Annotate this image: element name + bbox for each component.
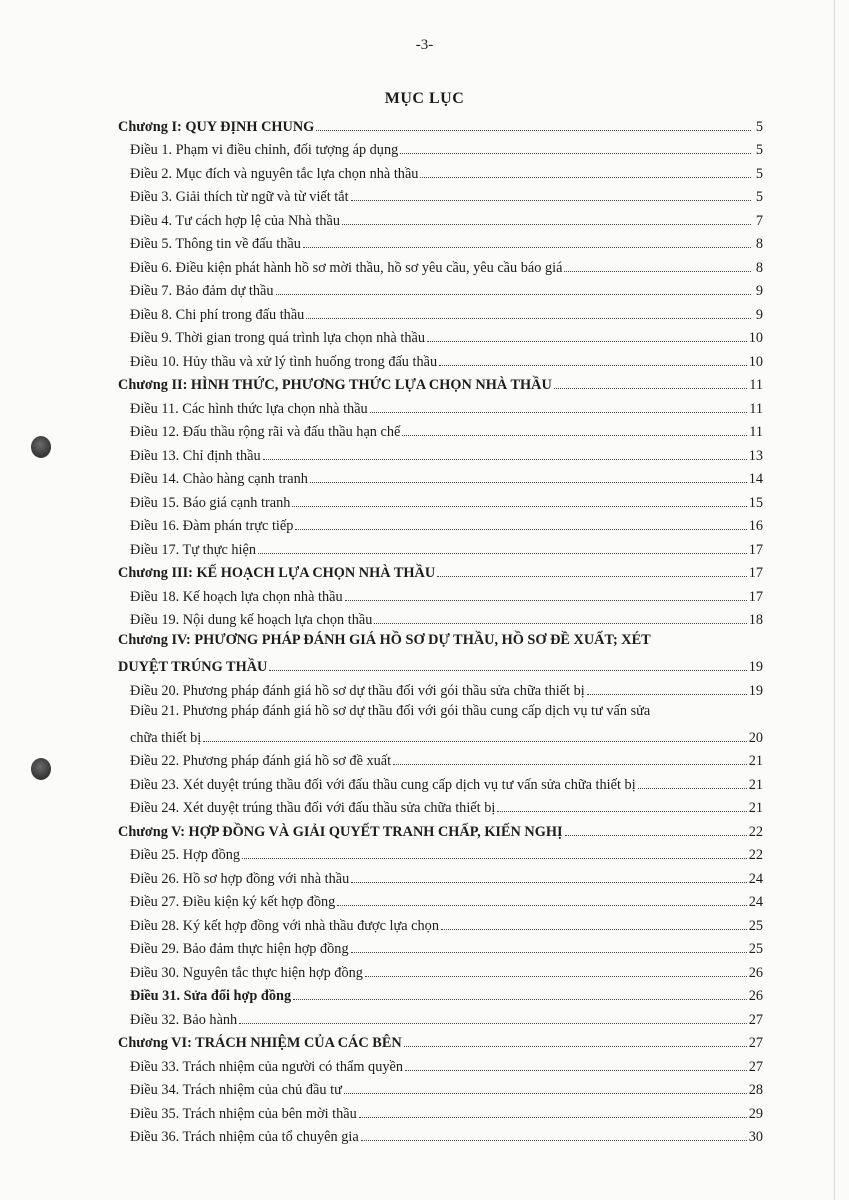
toc-entry-page: 21: [748, 800, 763, 816]
toc-article-entry[interactable]: [108, 747, 763, 771]
toc-dot-leader: [344, 1093, 747, 1094]
toc-entry-page: 15: [748, 494, 763, 511]
toc-article-entry[interactable]: [108, 911, 763, 935]
toc-entry-label: Chương II: HÌNH THỨC, PHƯƠNG THỨC LỰA CHỌN NHÀ THẦU: [118, 377, 552, 393]
toc-title: MỤC LỤC: [384, 90, 465, 107]
toc-entry-page: 8: [755, 259, 763, 276]
toc-dot-leader: [441, 929, 747, 930]
toc-article-entry[interactable]: [108, 888, 763, 912]
toc-article-entry[interactable]: [108, 277, 763, 301]
toc-entry-page: 7: [755, 212, 763, 229]
toc-article-entry[interactable]: [108, 394, 763, 418]
toc-dot-leader: [292, 506, 746, 507]
toc-entry-page: 29: [748, 1105, 763, 1122]
toc-article-entry[interactable]: [108, 676, 763, 700]
toc-article-entry[interactable]: [108, 136, 763, 160]
toc-entry-label: Điều 28. Ký kết hợp đồng với nhà thầu được lựa chọn: [130, 917, 439, 934]
toc-entry-label: Điều 25. Hợp đồng: [130, 847, 241, 863]
toc-entry-label: Điều 7. Bảo đảm dự thầu: [130, 283, 274, 299]
toc-dot-leader: [393, 764, 747, 765]
toc-article-entry[interactable]: [108, 1099, 763, 1123]
toc-entry-page: 26: [748, 988, 763, 1004]
toc-entry-page: 25: [748, 941, 763, 957]
table-of-contents: [108, 112, 763, 1146]
toc-dot-leader: [370, 412, 748, 413]
toc-article-entry[interactable]: [108, 982, 763, 1006]
toc-entry-label: Điều 1. Phạm vi điều chỉnh, đối tượng áp dụng: [130, 142, 399, 158]
toc-chapter-entry[interactable]: [108, 112, 763, 136]
toc-dot-leader: [303, 247, 751, 248]
toc-dot-leader: [638, 788, 747, 789]
toc-entry-page: 13: [748, 447, 763, 464]
toc-chapter-entry[interactable]: [108, 1029, 763, 1053]
toc-dot-leader: [263, 459, 747, 460]
toc-dot-leader: [242, 858, 747, 859]
toc-article-entry[interactable]: [108, 770, 763, 794]
toc-entry-page: 26: [748, 964, 763, 981]
toc-article-entry[interactable]: [108, 958, 763, 982]
toc-entry-page: 17: [748, 588, 763, 605]
toc-entry-page: 19: [748, 682, 763, 699]
toc-entry-page: 5: [755, 118, 763, 135]
toc-entry-label: Điều 16. Đàm phán trực tiếp: [130, 518, 294, 534]
toc-dot-leader: [239, 1023, 746, 1024]
toc-entry-page: 10: [748, 353, 763, 370]
toc-article-entry[interactable]: [108, 253, 763, 277]
toc-entry-label: Điều 21. Phương pháp đánh giá hồ sơ dự thầu đối với gói thầu cung cấp dịch vụ tư vấn sửa: [130, 702, 651, 719]
toc-dot-leader: [310, 482, 747, 483]
toc-dot-leader: [258, 553, 747, 554]
toc-dot-leader: [400, 153, 751, 154]
toc-entry-label: Chương IV: PHƯƠNG PHÁP ĐÁNH GIÁ HỒ SƠ DỰ THẦU, HỒ SƠ ĐỀ XUẤT; XÉT: [118, 632, 651, 648]
toc-entry-page: 18: [748, 612, 763, 628]
toc-article-entry[interactable]: [108, 794, 763, 818]
toc-dot-leader: [306, 318, 751, 319]
toc-chapter-entry[interactable]: [108, 559, 763, 583]
toc-entry-label: Điều 26. Hồ sơ hợp đồng với nhà thầu: [130, 870, 350, 887]
toc-entry-page: 16: [748, 518, 763, 534]
toc-entry-label: Điều 36. Trách nhiệm của tổ chuyên gia: [130, 1129, 359, 1145]
toc-article-entry[interactable]: [108, 183, 763, 207]
toc-entry-label: Điều 14. Chào hàng cạnh tranh: [130, 471, 308, 487]
toc-dot-leader: [565, 835, 747, 836]
toc-dot-leader: [587, 694, 747, 695]
toc-entry-label: Điều 23. Xét duyệt trúng thầu đối với đấu thầu cung cấp dịch vụ tư vấn sửa chữa thiết bị: [130, 776, 636, 793]
toc-entry-page: 11: [749, 377, 763, 393]
toc-dot-leader: [293, 999, 747, 1000]
toc-dot-leader: [437, 576, 747, 577]
toc-dot-leader: [276, 294, 751, 295]
toc-entry-page: 9: [755, 306, 763, 323]
toc-article-entry[interactable]: [108, 606, 763, 630]
punch-hole-bottom: [31, 758, 51, 780]
toc-article-entry[interactable]: [108, 1076, 763, 1100]
toc-dot-leader: [554, 388, 747, 389]
toc-entry-page: 17: [748, 565, 763, 581]
toc-dot-leader: [342, 224, 751, 225]
toc-entry-label: Điều 4. Tư cách hợp lệ của Nhà thầu: [130, 212, 340, 229]
toc-entry-label: Điều 10. Hủy thầu và xử lý tình huống trong đấu thầu: [130, 353, 438, 370]
toc-entry-page: 27: [748, 1058, 763, 1075]
toc-entry-page: 24: [748, 894, 763, 910]
toc-entry-label: Điều 17. Tự thực hiện: [130, 541, 257, 558]
toc-entry-page: 14: [748, 471, 763, 487]
toc-dot-leader: [337, 905, 746, 906]
toc-entry-page: 21: [748, 753, 763, 769]
toc-entry-label-continued: DUYỆT TRÚNG THẦU: [118, 659, 268, 675]
toc-dot-leader: [345, 600, 747, 601]
toc-entry-label: Điều 9. Thời gian trong quá trình lựa chọn nhà thầu: [130, 330, 425, 346]
toc-dot-leader: [295, 529, 746, 530]
toc-article-entry[interactable]: [108, 700, 763, 747]
toc-entry-page: 8: [755, 236, 763, 252]
toc-article-entry[interactable]: [108, 300, 763, 324]
toc-entry-label: Điều 27. Điều kiện ký kết hợp đồng: [130, 894, 336, 910]
toc-entry-label: Điều 13. Chỉ định thầu: [130, 447, 261, 464]
toc-chapter-entry[interactable]: [108, 629, 763, 676]
toc-entry-label: Điều 3. Giải thích từ ngữ và từ viết tắt: [130, 189, 349, 205]
toc-entry-page: 24: [748, 870, 763, 887]
toc-article-entry[interactable]: [108, 935, 763, 959]
punch-hole-top: [31, 436, 51, 458]
toc-article-entry[interactable]: [108, 512, 763, 536]
toc-article-entry[interactable]: [108, 841, 763, 865]
toc-article-entry[interactable]: [108, 465, 763, 489]
toc-entry-page: 11: [749, 400, 763, 417]
toc-entry-label: Điều 2. Mục đích và nguyên tắc lựa chọn nhà thầu: [130, 165, 419, 182]
toc-entry-page: 19: [748, 659, 763, 675]
toc-entry-label: Điều 30. Nguyên tắc thực hiện hợp đồng: [130, 964, 363, 981]
toc-entry-label: Điều 5. Thông tin về đấu thầu: [130, 236, 301, 252]
toc-article-entry[interactable]: [108, 441, 763, 465]
toc-dot-leader: [359, 1117, 747, 1118]
toc-entry-page: 5: [755, 165, 763, 182]
toc-dot-leader: [203, 741, 746, 742]
toc-dot-leader: [404, 1046, 747, 1047]
page-edge: [834, 0, 835, 1200]
toc-entry-label: Chương V: HỢP ĐỒNG VÀ GIẢI QUYẾT TRANH CHẤP, KIẾN NGHỊ: [118, 823, 563, 840]
toc-entry-label: Điều 15. Báo giá cạnh tranh: [130, 494, 291, 511]
toc-dot-leader: [316, 130, 751, 131]
toc-article-entry[interactable]: [108, 488, 763, 512]
toc-entry-page: 21: [748, 776, 763, 793]
toc-dot-leader: [405, 1070, 747, 1071]
toc-entry-page: 27: [748, 1011, 763, 1028]
toc-dot-leader: [269, 670, 746, 671]
toc-entry-label: Điều 6. Điều kiện phát hành hồ sơ mời thầu, hồ sơ yêu cầu, yêu cầu báo giá: [130, 259, 563, 276]
toc-article-entry[interactable]: [108, 535, 763, 559]
toc-article-entry[interactable]: [108, 1123, 763, 1147]
toc-entry-page: 9: [755, 283, 763, 299]
toc-entry-label: Điều 32. Bảo hành: [130, 1011, 238, 1028]
toc-entry-page: 17: [748, 541, 763, 558]
toc-dot-leader: [439, 365, 747, 366]
toc-entry-page: 30: [748, 1129, 763, 1145]
toc-entry-label: Điều 29. Bảo đảm thực hiện hợp đồng: [130, 941, 349, 957]
toc-entry-page: 11: [749, 424, 763, 440]
toc-entry-label: Điều 19. Nội dung kế hoạch lựa chọn thầu: [130, 612, 373, 628]
toc-entry-label-continued: chữa thiết bị: [130, 729, 202, 746]
toc-dot-leader: [564, 271, 751, 272]
toc-entry-label: Điều 34. Trách nhiệm của chủ đầu tư: [130, 1082, 342, 1098]
toc-article-entry[interactable]: [108, 230, 763, 254]
toc-entry-label: Điều 31. Sửa đổi hợp đồng: [130, 988, 292, 1004]
toc-entry-page: 5: [755, 142, 763, 158]
toc-dot-leader: [402, 435, 747, 436]
toc-entry-page: 20: [748, 729, 763, 746]
toc-dot-leader: [497, 811, 746, 812]
toc-dot-leader: [351, 882, 746, 883]
toc-entry-page: 25: [748, 917, 763, 934]
toc-dot-leader: [365, 976, 747, 977]
toc-entry-label: Điều 18. Kế hoạch lựa chọn nhà thầu: [130, 588, 343, 605]
toc-entry-label: Chương VI: TRÁCH NHIỆM CỦA CÁC BÊN: [118, 1035, 402, 1051]
toc-entry-label: Điều 22. Phương pháp đánh giá hồ sơ đề xuất: [130, 753, 392, 769]
toc-article-entry[interactable]: [108, 418, 763, 442]
toc-entry-label: Điều 12. Đấu thầu rộng rãi và đấu thầu hạn chế: [130, 424, 401, 440]
toc-entry-label: Điều 11. Các hình thức lựa chọn nhà thầu: [130, 400, 368, 417]
toc-entry-label: Điều 20. Phương pháp đánh giá hồ sơ dự thầu đối với gói thầu sửa chữa thiết bị: [130, 682, 585, 699]
toc-entry-label: Điều 8. Chi phí trong đấu thầu: [130, 306, 305, 323]
toc-entry-page: 10: [748, 330, 763, 346]
toc-entry-label: Chương I: QUY ĐỊNH CHUNG: [118, 118, 315, 135]
toc-entry-page: 5: [755, 189, 763, 205]
toc-article-entry[interactable]: [108, 206, 763, 230]
toc-entry-label: Điều 33. Trách nhiệm của người có thẩm quyền: [130, 1058, 404, 1075]
toc-dot-leader: [361, 1140, 747, 1141]
toc-article-entry[interactable]: [108, 324, 763, 348]
toc-entry-label: Điều 35. Trách nhiệm của bên mời thầu: [130, 1105, 357, 1122]
toc-dot-leader: [351, 952, 747, 953]
toc-entry-page: 27: [748, 1035, 763, 1051]
toc-dot-leader: [427, 341, 747, 342]
toc-dot-leader: [374, 623, 746, 624]
toc-article-entry[interactable]: [108, 1052, 763, 1076]
toc-dot-leader: [351, 200, 751, 201]
toc-chapter-entry[interactable]: [108, 371, 763, 395]
toc-entry-page: 22: [748, 847, 763, 863]
page-number: -3-: [415, 37, 434, 53]
toc-entry-label: Chương III: KẾ HOẠCH LỰA CHỌN NHÀ THẦU: [118, 565, 436, 581]
toc-article-entry[interactable]: [108, 582, 763, 606]
toc-entry-page: 22: [748, 823, 763, 840]
toc-article-entry[interactable]: [108, 347, 763, 371]
toc-dot-leader: [420, 177, 751, 178]
toc-chapter-entry[interactable]: [108, 817, 763, 841]
toc-entry-page: 28: [748, 1082, 763, 1098]
toc-article-entry[interactable]: [108, 1005, 763, 1029]
toc-entry-label: Điều 24. Xét duyệt trúng thầu đối với đấu thầu sửa chữa thiết bị: [130, 800, 496, 816]
toc-article-entry[interactable]: [108, 864, 763, 888]
toc-article-entry[interactable]: [108, 159, 763, 183]
